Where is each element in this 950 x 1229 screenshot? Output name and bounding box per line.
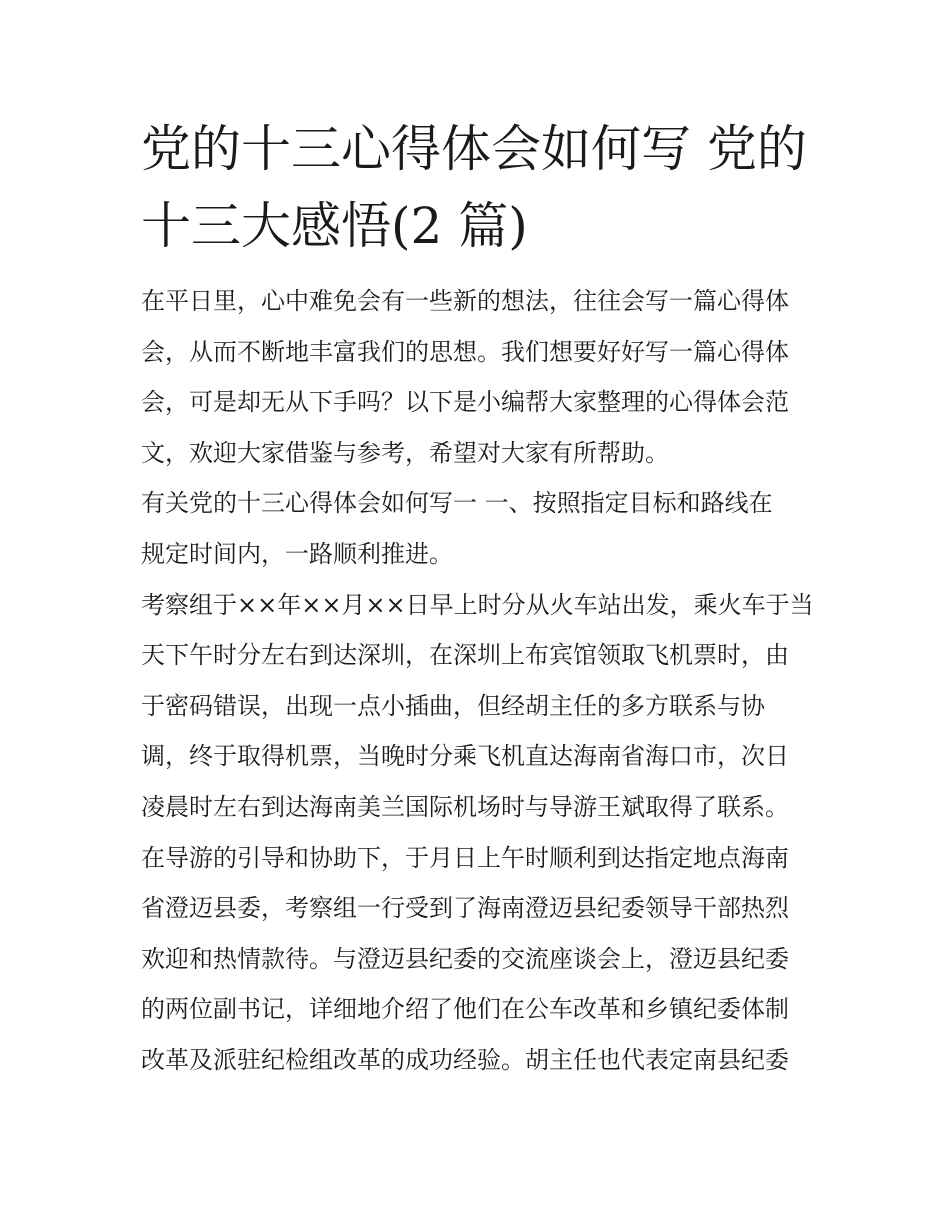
text-line: 天下午时分左右到达深圳，在深圳上布宾馆领取飞机票时，由 [141, 641, 789, 670]
text-line: 省澄迈县委，考察组一行受到了海南澄迈县纪委领导干部热烈 [141, 894, 789, 923]
text-line: 的两位副书记，详细地介绍了他们在公车改革和乡镇纪委体制 [141, 995, 789, 1024]
text-line: 会，从而不断地丰富我们的思想。我们想要好好写一篇心得体 [141, 337, 789, 366]
title-line: 十三大感悟(2 篇) [141, 197, 528, 255]
text-line: 凌晨时左右到达海南美兰国际机场时与导游王斌取得了联系。 [141, 792, 789, 821]
text-line: 改革及派驻纪检组改革的成功经验。胡主任也代表定南县纪委 [141, 1045, 789, 1074]
document-title [141, 112, 813, 263]
text-line: 有关党的十三心得体会如何写一 一、按照指定目标和路线在 [141, 489, 773, 518]
text-line: 欢迎和热情款待。与澄迈县纪委的交流座谈会上，澄迈县纪委 [141, 944, 789, 973]
text-line: 考察组于××年××月××日早上时分从火车站出发，乘火车于当 [141, 590, 814, 619]
text-line: 调，终于取得机票，当晚时分乘飞机直达海南省海口市，次日 [141, 742, 789, 771]
text-line: 于密码错误，出现一点小插曲，但经胡主任的多方联系与协 [141, 691, 765, 720]
paragraph-body [141, 580, 813, 1086]
text-line: 文，欢迎大家借鉴与参考，希望对大家有所帮助。 [141, 438, 669, 467]
text-line: 在平日里，心中难免会有一些新的想法，往往会写一篇心得体 [141, 287, 789, 315]
text-line: 会，可是却无从下手吗？以下是小编帮大家整理的心得体会范 [141, 388, 789, 417]
document-content [141, 112, 813, 1086]
document-body [141, 276, 813, 1086]
text-line: 规定时间内，一路顺利推进。 [141, 539, 453, 568]
text-line: 在导游的引导和协助下，于月日上午时顺利到达指定地点海南 [141, 843, 789, 872]
title-line: 党的十三心得体会如何写 党的 [141, 120, 807, 178]
paragraph-section-heading [141, 478, 813, 579]
paragraph-intro [141, 276, 813, 478]
